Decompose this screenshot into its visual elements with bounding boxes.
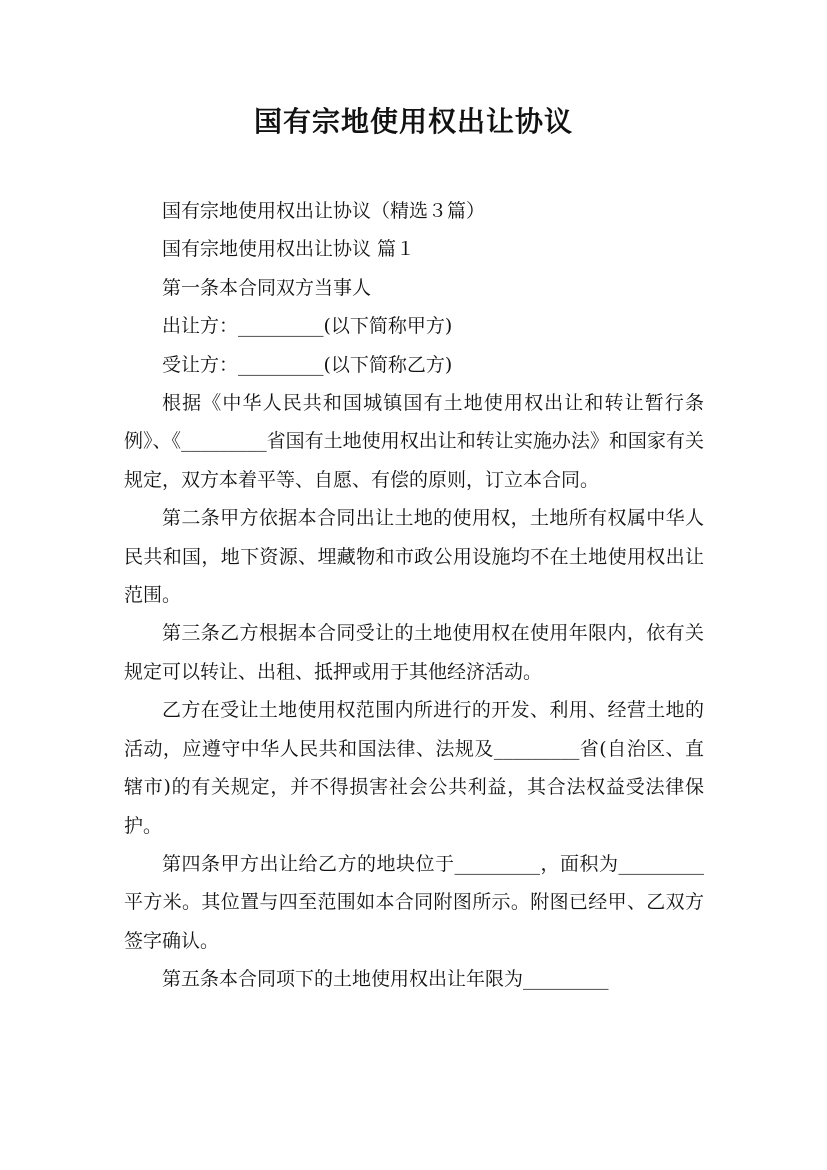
paragraph-transferee: 受让方：_________(以下简称乙方) <box>162 353 453 376</box>
paragraph-article-2: 第二条甲方依据本合同出让土地的使用权，土地所有权属中华人民共和国，地下资源、埋藏物和市政公用设施均不在土地使用权出让范围。 <box>124 507 704 607</box>
paragraph-article-3: 第三条乙方根据本合同受让的土地使用权在使用年限内，依有关规定可以转让、出租、抵押或用于其他经济活动。 <box>124 622 704 683</box>
paragraph-article-4: 第四条甲方出让给乙方的地块位于_________，面积为_________平方米。其位置与四至范围如本合同附图所示。附图已经甲、乙双方签字确认。 <box>124 852 704 952</box>
paragraph-article-1: 第一条本合同双方当事人 <box>162 276 372 299</box>
paragraph-legal-basis: 根据《中华人民共和国城镇国有土地使用权出让和转让暂行条例》、《_________省国有土地使用权出让和转让实施办法》和国家有关规定，双方本着平等、自愿、有偿的原则，订立本合同。 <box>124 392 704 491</box>
paragraph-article-5: 第五条本合同项下的土地使用权出让年限为_________ <box>162 968 609 991</box>
paragraph-subtitle: 国有宗地使用权出让协议（精选３篇） <box>162 200 486 222</box>
paragraph-transferor: 出让方：_________(以下简称甲方) <box>162 315 453 338</box>
paragraph-section-heading: 国有宗地使用权出让协议 篇１ <box>162 238 416 261</box>
document-title: 国有宗地使用权出让协议 <box>253 105 573 138</box>
document-body <box>124 192 704 999</box>
paragraph-article-3-cont: 乙方在受让土地使用权范围内所进行的开发、利用、经营土地的活动，应遵守中华人民共和国法律、法规及_________省(自治区、直辖市)的有关规定，并不得损害社会公共利益，其合法权益受法律保护。 <box>124 699 704 837</box>
